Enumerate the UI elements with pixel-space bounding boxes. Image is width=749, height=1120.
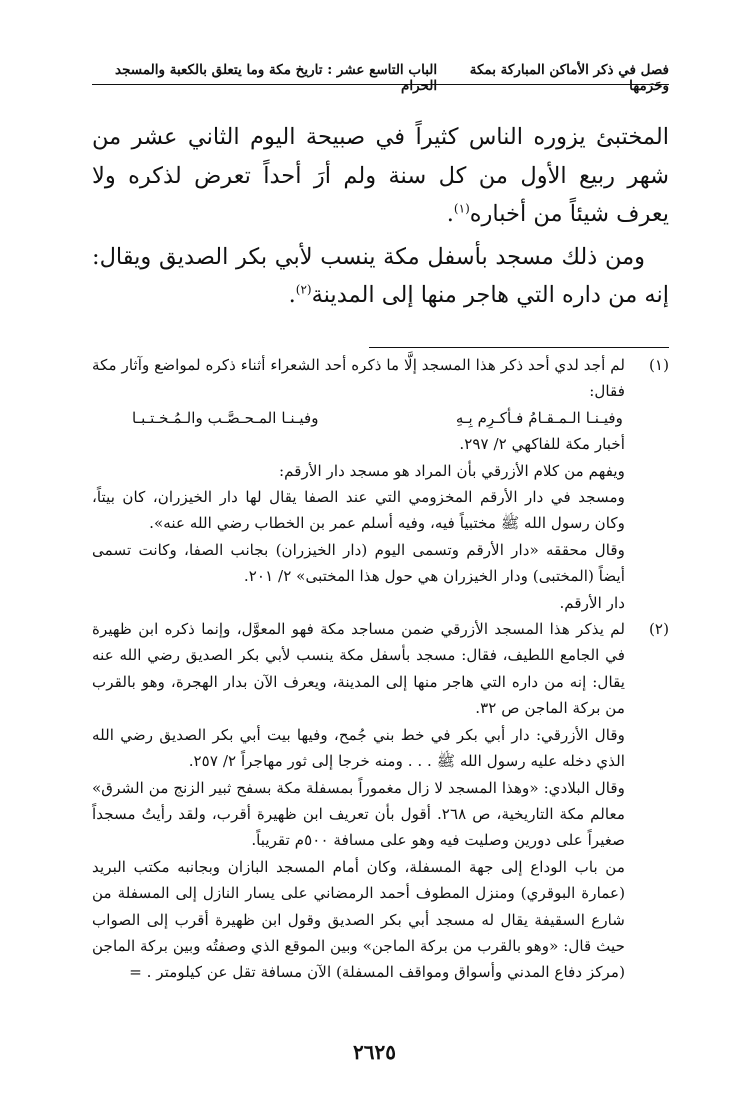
paragraph-1-end: . xyxy=(446,201,454,227)
footnote-1-line: ومسجد في دار الأرقم المخزومي التي عند الصفا يقال لها دار الخيزران، كان بيتاً، وكان رسول الله ﷺ مختبياً فيه، وفيه أسلم عمر بن الخطاب رضي الله عنه». xyxy=(92,488,625,533)
footnote-2 xyxy=(92,616,669,986)
footnote-1-line: أخبار مكة للفاكهي ٢/ ٢٩٧. xyxy=(459,435,625,454)
verse-second-hemistich: وفيـنـا المـحـصَّـب والـمُـخـتـبـا xyxy=(132,408,319,427)
header-rule xyxy=(92,84,669,85)
running-header xyxy=(92,62,669,94)
main-text xyxy=(92,118,669,315)
footnote-ref-1[interactable]: (١) xyxy=(453,201,470,216)
footnotes xyxy=(92,352,669,986)
main-paragraph-1 xyxy=(92,118,669,234)
footnote-2-number: (٢) xyxy=(648,620,669,639)
footnote-1 xyxy=(92,352,669,616)
paragraph-2-end: . xyxy=(288,282,296,308)
verse-first-hemistich: وفيـنـا الـمـقـامُ فـأكـرِم بِـهِ xyxy=(455,408,623,427)
footnote-1-line: ويفهم من كلام الأزرقي بأن المراد هو مسجد دار الأرقم: xyxy=(279,461,625,480)
footnote-2-line: من باب الوداع إلى جهة المسفلة، وكان أمام المسجد البازان وبجانبه مكتب البريد (عمارة البوقري) ومنزل المطوف أحمد الرمضاني على يسار النازل إلى المسفلة من شارع السقيفة يقال له مسجد أبي بكر الصديق وقول ابن ظهيرة أقرب إلى الصواب حيث قال: «وهو بالقرب من بركة الماجن» وبين الموقع الذي وصفتُه وبين بركة الماجن (مركز دفاع المدني وأسواق ومواقف المسفلة) الآن مسافة تقل عن كيلومتر . = xyxy=(92,857,625,982)
footnote-ref-2[interactable]: (٢) xyxy=(295,282,312,297)
footnote-2-body xyxy=(92,616,625,986)
header-chapter-title: الباب التاسع عشر : تاريخ مكة وما يتعلق بالكعبة والمسجد الحرام xyxy=(114,62,438,94)
footnote-1-line: وقال محققه «دار الأرقم وتسمى اليوم (دار الخيزران) بجانب الصفا، وكانت تسمى أيضاً (المختبى) ودار الخيزران هي حول هذا المختبى» ٢/ ٢٠١. xyxy=(92,540,625,586)
footnote-2-line: وقال الأزرقي: دار أبي بكر في خط بني جُمح، وفيها بيت أبي بكر الصديق رضي الله الذي دخله عليه رسول الله ﷺ . . . ومنه خرجا إلى ثور مهاجراً ٢/ ٢٥٧. xyxy=(92,725,625,771)
footnote-1-verse xyxy=(92,405,625,431)
page-number: ٢٦٢٥ xyxy=(353,1040,396,1064)
footnote-1-line: دار الأرقم. xyxy=(559,593,625,612)
footnote-separator xyxy=(369,347,669,348)
footnote-2-line: وقال البلادي: «وهذا المسجد لا زال مغموراً بمسفلة مكة بسفح ثبير الزنج من الشرق» معالم مكة التاريخية، ص ٢٦٨. أقول بأن تعريف ابن ظهيرة أقرب، ولقد رأيتُ مسجداً صغيراً على دورين وصليت فيه وهو على مسافة ٥٠٠م تقريباً. xyxy=(92,778,626,850)
paragraph-1-text: المختبئ يزوره الناس كثيراً في صبيحة اليوم الثاني عشر من شهر ربيع الأول من كل سنة ولم أرَ أحداً تعرض لذكره ولا يعرف شيئاً من أخباره xyxy=(92,124,669,227)
main-paragraph-2 xyxy=(92,238,669,315)
footnote-1-number: (١) xyxy=(648,356,669,374)
footnote-1-body xyxy=(92,352,625,616)
footnote-1-line: لم أجد لدي أحد ذكر هذا المسجد إلَّا ما ذكره أحد الشعراء أثناء ذكره لمواضع وآثار مكة فقال: xyxy=(92,356,625,401)
paragraph-2-text: ومن ذلك مسجد بأسفل مكة ينسب لأبي بكر الصديق ويقال: إنه من داره التي هاجر منها إلى المدينة xyxy=(92,243,669,308)
header-section-title: فصل في ذكر الأماكن المباركة بمكة وحَرَمها xyxy=(469,62,669,94)
footnote-2-line: لم يذكر هذا المسجد الأزرقي ضمن مساجد مكة فهو المعوَّل، وإنما ذكره ابن ظهيرة في الجامع اللطيف، فقال: مسجد بأسفل مكة ينسب لأبي بكر الصديق رضي الله عنه يقال: إنه من داره التي هاجر منها إلى المدينة، ويعرف الآن بدار الهجرة، وهو بالقرب من بركة الماجن ص ٣٢. xyxy=(92,620,625,718)
